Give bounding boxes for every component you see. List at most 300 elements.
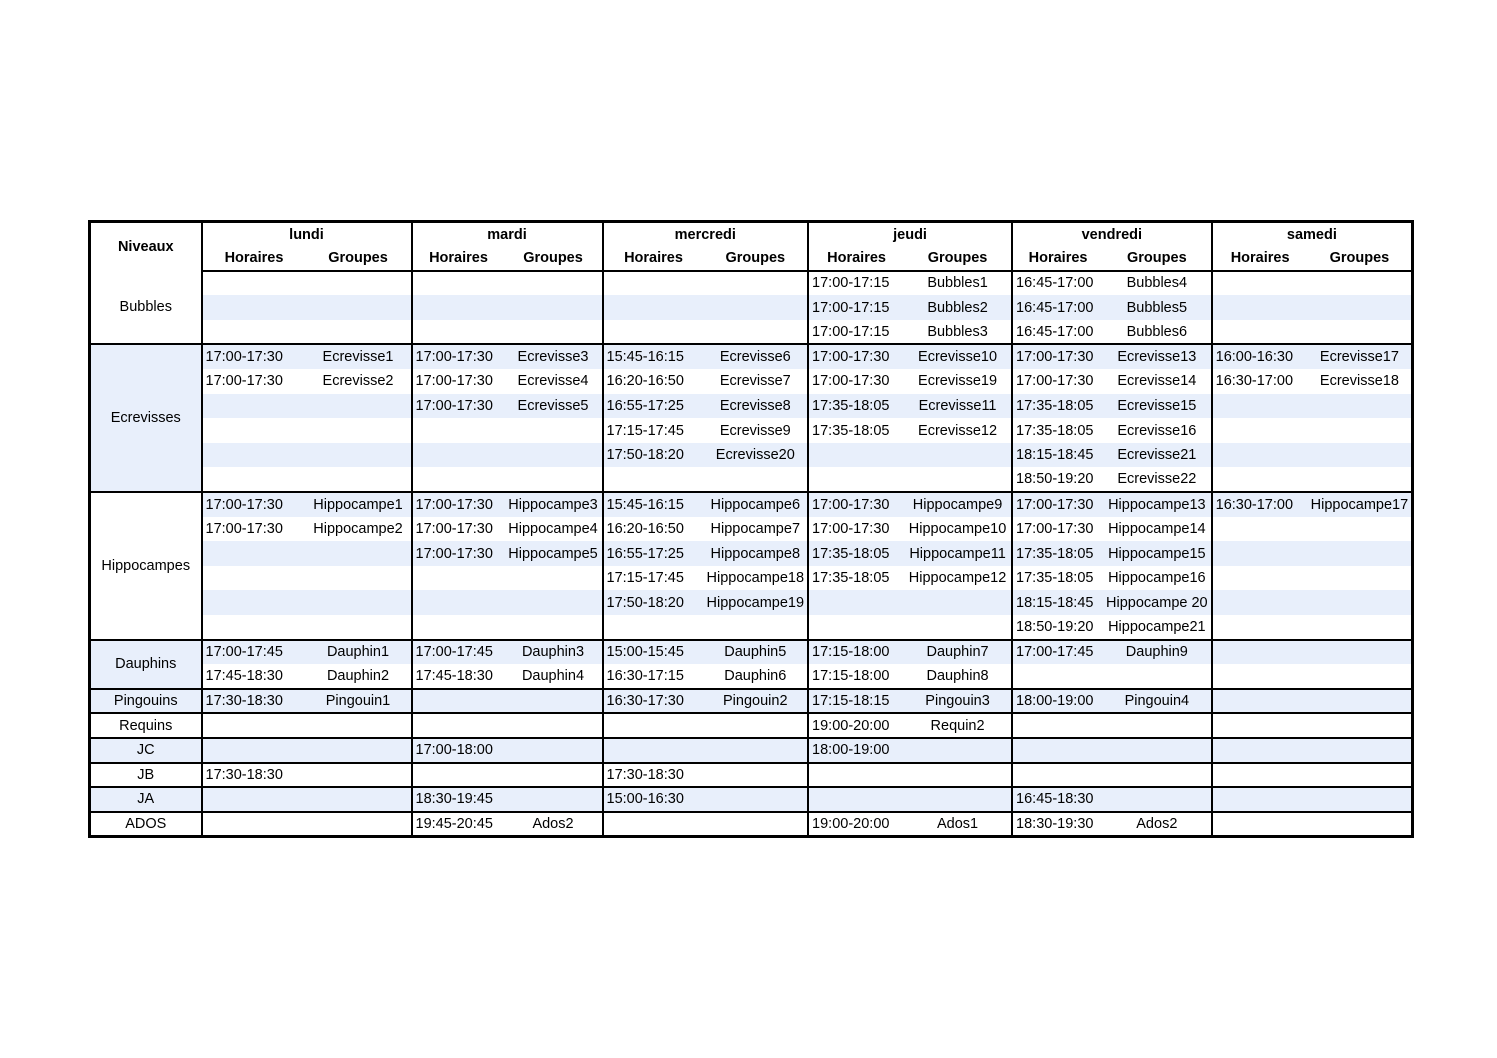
group-cell: Ecrevisse7	[704, 369, 809, 394]
time-cell	[1212, 394, 1308, 419]
group-cell: Ecrevisse3	[505, 344, 603, 369]
schedule-row	[90, 492, 1413, 517]
group-header: Groupes	[1103, 246, 1212, 271]
time-cell: 16:30-17:00	[1215, 373, 1294, 390]
group-cell	[704, 615, 809, 640]
group-cell: Ecrevisse21	[1103, 443, 1212, 468]
group-cell	[505, 295, 603, 320]
group-cell	[306, 320, 412, 345]
group-cell	[306, 738, 412, 763]
time-cell	[412, 689, 505, 714]
group-cell: Hippocampe7	[704, 517, 809, 542]
group-cell	[505, 418, 603, 443]
time-cell: 17:00-17:30	[412, 344, 505, 369]
day-header-row	[90, 222, 1413, 247]
level-name: JB	[90, 763, 202, 788]
time-cell	[1012, 763, 1103, 788]
time-header: Horaires	[412, 246, 505, 271]
time-cell: 18:00-19:00	[1012, 689, 1103, 714]
time-cell	[808, 787, 904, 812]
group-cell	[306, 566, 412, 591]
time-cell	[603, 467, 704, 492]
group-cell: Pingouin2	[704, 689, 809, 714]
group-cell	[306, 713, 412, 738]
group-cell	[505, 467, 603, 492]
group-cell	[1308, 467, 1413, 492]
group-cell: Dauphin6	[704, 664, 809, 689]
group-cell: Ados2	[505, 812, 603, 837]
time-cell: 17:00-17:30	[1012, 344, 1103, 369]
group-cell	[1308, 443, 1413, 468]
group-cell	[306, 418, 412, 443]
time-cell: 17:00-17:30	[1016, 373, 1094, 390]
time-cell: 17:00-17:30	[808, 344, 904, 369]
group-cell: Hippocampe21	[1103, 615, 1212, 640]
schedule-row	[90, 640, 1413, 665]
schedule-row	[90, 738, 1413, 763]
time-cell: 17:30-18:30	[603, 763, 704, 788]
schedule-row	[90, 394, 1413, 419]
group-cell: Ecrevisse6	[704, 344, 809, 369]
time-cell	[202, 590, 306, 615]
group-cell	[505, 590, 603, 615]
time-header: Horaires	[1212, 246, 1308, 271]
time-cell: 17:00-17:30	[205, 373, 283, 390]
time-header: Horaires	[603, 246, 704, 271]
time-cell	[1212, 320, 1308, 345]
time-cell: 17:00-17:30	[812, 520, 890, 537]
time-cell	[603, 812, 704, 837]
group-cell	[306, 295, 412, 320]
time-cell: 16:30-17:15	[603, 664, 704, 689]
group-cell: Ecrevisse12	[904, 418, 1012, 443]
schedule-row	[90, 689, 1413, 714]
group-cell: Bubbles4	[1103, 271, 1212, 296]
group-cell: Ecrevisse2	[306, 369, 412, 394]
schedule-table	[88, 220, 1414, 838]
group-header: Groupes	[306, 246, 412, 271]
group-cell	[704, 763, 809, 788]
time-cell	[1212, 689, 1308, 714]
time-cell: 18:50-19:20	[1012, 615, 1103, 640]
group-cell	[1103, 713, 1212, 738]
time-cell	[202, 787, 306, 812]
group-cell: Hippocampe5	[505, 541, 603, 566]
time-cell	[202, 738, 306, 763]
time-cell: 18:30-19:45	[412, 787, 505, 812]
group-cell	[1308, 713, 1413, 738]
group-cell: Dauphin1	[306, 640, 412, 665]
time-cell	[1212, 443, 1308, 468]
time-cell: 18:15-18:45	[1012, 443, 1103, 468]
group-cell: Hippocampe12	[904, 566, 1012, 591]
time-cell	[1212, 590, 1308, 615]
time-cell	[808, 467, 904, 492]
time-cell	[202, 713, 306, 738]
group-cell: Ecrevisse13	[1103, 344, 1212, 369]
time-cell	[412, 271, 505, 296]
group-cell: Hippocampe15	[1103, 541, 1212, 566]
time-cell: 17:45-18:30	[412, 664, 505, 689]
level-name: Bubbles	[90, 271, 202, 345]
group-cell	[904, 763, 1012, 788]
group-cell	[306, 787, 412, 812]
group-cell	[505, 763, 603, 788]
group-cell	[306, 467, 412, 492]
time-cell: 17:35-18:05	[1012, 394, 1103, 419]
group-cell	[704, 467, 809, 492]
time-cell	[1212, 467, 1308, 492]
level-name: JA	[90, 787, 202, 812]
time-cell: 17:00-17:45	[1012, 640, 1103, 665]
time-cell: 17:00-17:30	[412, 492, 505, 517]
group-cell	[704, 812, 809, 837]
time-cell: 16:45-18:30	[1012, 787, 1103, 812]
time-cell	[1212, 418, 1308, 443]
group-cell: Bubbles3	[904, 320, 1012, 345]
group-cell	[1103, 763, 1212, 788]
group-cell: Hippocampe4	[505, 517, 603, 542]
group-cell: Ecrevisse5	[505, 394, 603, 419]
group-cell	[1308, 738, 1413, 763]
group-cell: Hippocampe 20	[1103, 590, 1212, 615]
time-cell: 17:00-17:30	[1012, 492, 1103, 517]
group-cell	[704, 295, 809, 320]
time-cell: 16:20-16:50	[606, 520, 684, 537]
schedule-row	[90, 787, 1413, 812]
group-cell: Ecrevisse20	[704, 443, 809, 468]
time-cell: 19:00-20:00	[808, 713, 904, 738]
group-cell	[1308, 566, 1413, 591]
group-cell	[505, 689, 603, 714]
time-cell	[1012, 713, 1103, 738]
time-cell: 16:55-17:25	[603, 394, 704, 419]
time-cell: 17:35-18:05	[812, 422, 890, 439]
time-cell: 17:00-17:30	[415, 373, 493, 390]
subheader-row	[90, 246, 1413, 271]
time-cell	[202, 443, 306, 468]
group-cell: Dauphin3	[505, 640, 603, 665]
day-header-samedi: samedi	[1212, 222, 1413, 247]
group-cell: Ecrevisse14	[1103, 369, 1212, 394]
group-cell	[1103, 787, 1212, 812]
group-cell: Ecrevisse8	[704, 394, 809, 419]
group-cell	[1308, 689, 1413, 714]
group-cell	[1308, 517, 1413, 542]
time-cell: 16:45-17:00	[1016, 275, 1094, 292]
group-cell: Ecrevisse10	[904, 344, 1012, 369]
group-cell: Hippocampe13	[1103, 492, 1212, 517]
time-cell	[1212, 713, 1308, 738]
time-cell	[603, 615, 704, 640]
time-cell	[603, 738, 704, 763]
group-cell	[704, 320, 809, 345]
group-cell	[505, 320, 603, 345]
time-cell: 17:35-18:05	[1012, 541, 1103, 566]
group-cell: Hippocampe17	[1308, 492, 1413, 517]
time-header: Horaires	[808, 246, 904, 271]
group-cell	[505, 787, 603, 812]
group-cell	[904, 787, 1012, 812]
time-cell: 17:00-17:30	[202, 344, 306, 369]
group-cell	[306, 763, 412, 788]
time-cell	[808, 763, 904, 788]
time-header: Horaires	[202, 246, 306, 271]
group-cell	[505, 271, 603, 296]
time-cell: 17:00-17:30	[415, 520, 493, 537]
time-cell: 17:35-18:05	[1016, 422, 1094, 439]
time-cell: 16:30-17:00	[1212, 492, 1308, 517]
time-cell: 19:45-20:45	[412, 812, 505, 837]
time-cell: 17:00-17:30	[205, 520, 283, 537]
group-cell: Ecrevisse18	[1308, 369, 1413, 394]
group-cell	[306, 443, 412, 468]
group-header: Groupes	[704, 246, 809, 271]
time-cell	[412, 443, 505, 468]
level-name: Hippocampes	[90, 492, 202, 640]
group-cell	[904, 443, 1012, 468]
level-name: JC	[90, 738, 202, 763]
group-cell	[505, 713, 603, 738]
group-cell: Dauphin2	[306, 664, 412, 689]
group-cell	[1103, 664, 1212, 689]
group-cell	[306, 590, 412, 615]
schedule-row	[90, 271, 1413, 296]
time-cell	[1212, 541, 1308, 566]
group-cell: Ecrevisse22	[1103, 467, 1212, 492]
group-cell: Bubbles6	[1103, 320, 1212, 345]
time-cell: 17:00-17:30	[412, 541, 505, 566]
group-cell: Ados2	[1103, 812, 1212, 837]
time-cell	[202, 812, 306, 837]
group-cell	[904, 738, 1012, 763]
time-cell	[412, 295, 505, 320]
group-cell: Pingouin1	[306, 689, 412, 714]
schedule-row	[90, 615, 1413, 640]
time-cell	[1012, 738, 1103, 763]
day-header-lundi: lundi	[202, 222, 412, 247]
time-cell: 15:45-16:15	[603, 344, 704, 369]
group-cell	[306, 615, 412, 640]
schedule-row	[90, 320, 1413, 345]
time-cell	[202, 467, 306, 492]
schedule-row	[90, 467, 1413, 492]
schedule-row	[90, 812, 1413, 837]
time-cell: 18:00-19:00	[808, 738, 904, 763]
group-cell	[1308, 394, 1413, 419]
day-header-mardi: mardi	[412, 222, 603, 247]
time-cell: 17:00-17:30	[812, 373, 890, 390]
group-cell: Hippocampe19	[704, 590, 809, 615]
group-cell: Dauphin5	[704, 640, 809, 665]
time-cell: 17:45-18:30	[202, 664, 306, 689]
time-cell	[202, 271, 306, 296]
schedule-row	[90, 664, 1413, 689]
group-cell: Requin2	[904, 713, 1012, 738]
group-cell	[505, 443, 603, 468]
schedule-row	[90, 443, 1413, 468]
time-cell: 17:00-17:45	[202, 640, 306, 665]
group-cell	[704, 713, 809, 738]
time-cell: 18:15-18:45	[1012, 590, 1103, 615]
time-cell: 18:50-19:20	[1012, 467, 1103, 492]
time-cell	[1212, 271, 1308, 296]
time-cell: 17:00-17:15	[812, 275, 890, 292]
time-cell	[808, 590, 904, 615]
level-name: Requins	[90, 713, 202, 738]
time-cell: 17:00-17:30	[1016, 520, 1094, 537]
time-cell: 17:00-17:15	[808, 320, 904, 345]
group-header: Groupes	[505, 246, 603, 271]
time-cell	[202, 615, 306, 640]
group-cell: Ecrevisse19	[904, 369, 1012, 394]
group-header: Groupes	[904, 246, 1012, 271]
time-cell	[1212, 566, 1308, 591]
group-cell: Ados1	[904, 812, 1012, 837]
time-cell: 17:15-18:00	[808, 664, 904, 689]
time-cell: 16:45-17:00	[1012, 295, 1103, 320]
time-cell	[1212, 640, 1308, 665]
time-cell: 17:00-18:00	[412, 738, 505, 763]
schedule-row	[90, 541, 1413, 566]
group-cell	[1103, 738, 1212, 763]
time-cell: 17:15-17:45	[606, 422, 684, 439]
group-cell	[1308, 763, 1413, 788]
schedule-row	[90, 295, 1413, 320]
time-cell	[412, 713, 505, 738]
group-cell: Hippocampe2	[306, 517, 412, 542]
group-cell: Ecrevisse15	[1103, 394, 1212, 419]
time-cell	[412, 320, 505, 345]
group-cell: Hippocampe9	[904, 492, 1012, 517]
group-cell: Hippocampe14	[1103, 517, 1212, 542]
group-cell	[904, 615, 1012, 640]
time-cell: 16:30-17:30	[603, 689, 704, 714]
time-cell	[603, 271, 704, 296]
time-cell: 16:55-17:25	[603, 541, 704, 566]
group-cell: Hippocampe11	[904, 541, 1012, 566]
time-cell	[202, 566, 306, 591]
time-cell: 17:00-17:45	[412, 640, 505, 665]
time-cell	[412, 467, 505, 492]
time-cell	[202, 295, 306, 320]
group-cell	[306, 541, 412, 566]
time-cell	[603, 713, 704, 738]
group-cell	[1308, 640, 1413, 665]
time-cell: 17:30-18:30	[202, 689, 306, 714]
time-cell: 17:35-18:05	[812, 570, 890, 587]
group-cell	[1308, 320, 1413, 345]
time-cell: 17:35-18:05	[808, 394, 904, 419]
group-cell	[306, 812, 412, 837]
group-cell: Pingouin4	[1103, 689, 1212, 714]
time-cell: 17:50-18:20	[603, 590, 704, 615]
group-cell: Dauphin4	[505, 664, 603, 689]
group-cell: Ecrevisse1	[306, 344, 412, 369]
group-cell: Pingouin3	[904, 689, 1012, 714]
group-cell: Ecrevisse17	[1308, 344, 1413, 369]
time-cell: 17:50-18:20	[603, 443, 704, 468]
time-cell	[808, 615, 904, 640]
group-cell	[704, 271, 809, 296]
group-cell	[306, 271, 412, 296]
day-header-vendredi: vendredi	[1012, 222, 1212, 247]
time-cell	[603, 320, 704, 345]
group-cell	[505, 566, 603, 591]
time-cell	[1012, 664, 1103, 689]
group-cell: Hippocampe18	[704, 566, 809, 591]
time-cell: 17:15-18:15	[808, 689, 904, 714]
level-name: ADOS	[90, 812, 202, 837]
time-cell	[412, 566, 505, 591]
time-cell	[202, 418, 306, 443]
time-cell	[1212, 664, 1308, 689]
schedule-row	[90, 566, 1413, 591]
levels-header: Niveaux	[90, 222, 202, 271]
group-cell	[904, 590, 1012, 615]
time-cell	[1212, 738, 1308, 763]
schedule-row	[90, 763, 1413, 788]
schedule-body	[90, 271, 1413, 837]
group-cell	[1308, 295, 1413, 320]
schedule-row	[90, 369, 1413, 394]
group-cell: Hippocampe10	[904, 517, 1012, 542]
time-cell: 17:00-17:30	[808, 492, 904, 517]
group-cell: Hippocampe8	[704, 541, 809, 566]
time-cell	[1212, 787, 1308, 812]
time-cell	[412, 763, 505, 788]
time-cell: 16:20-16:50	[606, 373, 684, 390]
time-cell	[1212, 295, 1308, 320]
time-cell: 15:00-15:45	[603, 640, 704, 665]
day-header-mercredi: mercredi	[603, 222, 809, 247]
group-cell	[1308, 812, 1413, 837]
time-cell	[202, 541, 306, 566]
group-cell: Hippocampe6	[704, 492, 809, 517]
group-cell: Ecrevisse16	[1103, 418, 1212, 443]
time-header: Horaires	[1012, 246, 1103, 271]
group-cell	[1308, 418, 1413, 443]
group-cell: Hippocampe16	[1103, 566, 1212, 591]
group-cell: Bubbles2	[904, 295, 1012, 320]
group-cell	[505, 738, 603, 763]
group-cell	[904, 467, 1012, 492]
day-header-jeudi: jeudi	[808, 222, 1012, 247]
group-cell	[704, 787, 809, 812]
time-cell: 17:00-17:30	[202, 492, 306, 517]
schedule-row	[90, 590, 1413, 615]
group-cell: Ecrevisse9	[704, 418, 809, 443]
time-cell: 17:00-17:15	[808, 295, 904, 320]
time-cell: 15:00-16:30	[603, 787, 704, 812]
time-cell	[808, 443, 904, 468]
group-cell: Bubbles1	[904, 271, 1012, 296]
time-cell	[1212, 517, 1308, 542]
group-cell: Dauphin8	[904, 664, 1012, 689]
group-cell: Hippocampe1	[306, 492, 412, 517]
time-cell	[1212, 763, 1308, 788]
group-cell: Ecrevisse4	[505, 369, 603, 394]
time-cell: 16:45-17:00	[1012, 320, 1103, 345]
time-cell	[412, 615, 505, 640]
time-cell	[1212, 812, 1308, 837]
group-cell	[505, 615, 603, 640]
time-cell: 17:35-18:05	[1016, 570, 1094, 587]
level-name: Pingouins	[90, 689, 202, 714]
time-cell: 15:45-16:15	[603, 492, 704, 517]
group-cell	[1308, 271, 1413, 296]
level-name: Dauphins	[90, 640, 202, 689]
